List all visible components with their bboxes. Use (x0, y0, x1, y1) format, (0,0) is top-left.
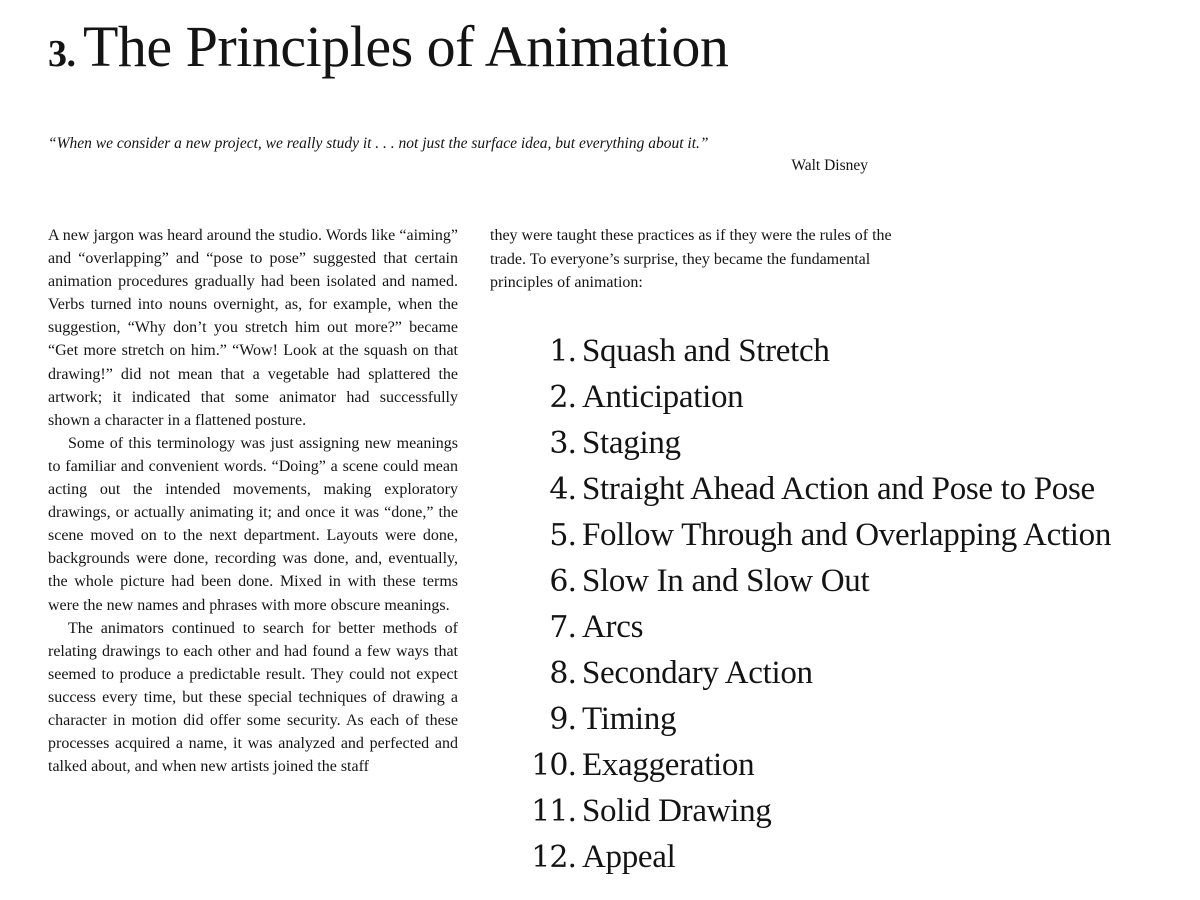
epigraph-attribution: Walt Disney (791, 157, 868, 174)
principle-number: 5. (549, 518, 576, 553)
chapter-title: The Principles of Animation (83, 14, 729, 79)
continuation-paragraph: they were taught these practices as if they were the rules of the trade. To everyone’s surprise, they became the fundamental principles of animation: (490, 227, 892, 291)
principle-number: 6. (549, 564, 576, 599)
principle-name: Appeal (582, 839, 676, 875)
principle-number: 8. (549, 656, 576, 691)
principle-item (510, 652, 1180, 698)
body-paragraph: Some of this terminology was just assigning new meanings to familiar and convenient words. “Doing” a scene could mean acting out the intended movements, making exploratory drawings, or actually animating it; and once it was “done,” the scene moved on to the next department. Layouts were done, backgrounds were done, recording was done, and, eventually, the whole picture had been done. Mixed in with these terms were the new names and phrases with more obscure meanings. (48, 434, 458, 614)
principle-number: 7. (549, 610, 576, 645)
principle-item (510, 606, 1180, 652)
principle-name: Straight Ahead Action and Pose to Pose (582, 471, 1095, 507)
principle-name: Exaggeration (582, 747, 755, 783)
principle-item (510, 422, 1180, 468)
principle-name: Squash and Stretch (582, 333, 830, 369)
principle-number: 3. (549, 426, 576, 461)
principle-name: Arcs (582, 609, 644, 645)
epigraph-quote: “When we consider a new project, we really study it . . . not just the surface idea, but everything about it.” (48, 135, 709, 152)
principle-name: Solid Drawing (582, 793, 772, 829)
principle-item (510, 744, 1180, 790)
principle-item (510, 514, 1180, 560)
principle-name: Follow Through and Overlapping Action (582, 517, 1112, 553)
chapter-number: 3. (48, 33, 76, 75)
principle-number: 2. (549, 380, 576, 415)
principle-name: Secondary Action (582, 655, 813, 691)
principle-item (510, 560, 1180, 606)
epigraph (48, 134, 870, 178)
principle-number: 9. (549, 702, 576, 737)
principles-list (510, 330, 1180, 882)
principle-number: 11. (531, 794, 576, 829)
left-text-column (48, 224, 458, 778)
right-text-column (490, 224, 900, 295)
principle-name: Timing (582, 701, 677, 737)
chapter-heading (48, 14, 729, 79)
principle-item (510, 836, 1180, 882)
body-paragraph: A new jargon was heard around the studio. Words like “aiming” and “overlapping” and “pose to pose” suggested that certain animation procedures gradually had been isolated and named. Verbs turned into nouns overnight, as, for example, when the suggestion, “Why don’t you stretch him out more?” became “Get more stretch on him.” “Wow! Look at the squash on that drawing!” did not mean that a vegetable had splattered the artwork; it indicated that some animator had successfully shown a character in a flattened posture. (48, 227, 458, 429)
principle-item (510, 468, 1180, 514)
principle-number: 10. (531, 748, 576, 783)
principle-number: 1. (549, 334, 576, 369)
principle-name: Staging (582, 425, 681, 461)
principle-item (510, 698, 1180, 744)
principle-item (510, 790, 1180, 836)
principle-name: Slow In and Slow Out (582, 563, 870, 599)
principle-number: 4. (549, 472, 576, 507)
body-paragraph: The animators continued to search for better methods of relating drawings to each other and had found a few ways that seemed to produce a predictable result. They could not expect success every time, but these special techniques of drawing a character in motion did offer some security. As each of these processes acquired a name, it was analyzed and perfected and talked about, and when new artists joined the staff (48, 619, 458, 776)
principle-item (510, 330, 1180, 376)
principle-item (510, 376, 1180, 422)
principle-name: Anticipation (582, 379, 744, 415)
principle-number: 12. (531, 840, 576, 875)
